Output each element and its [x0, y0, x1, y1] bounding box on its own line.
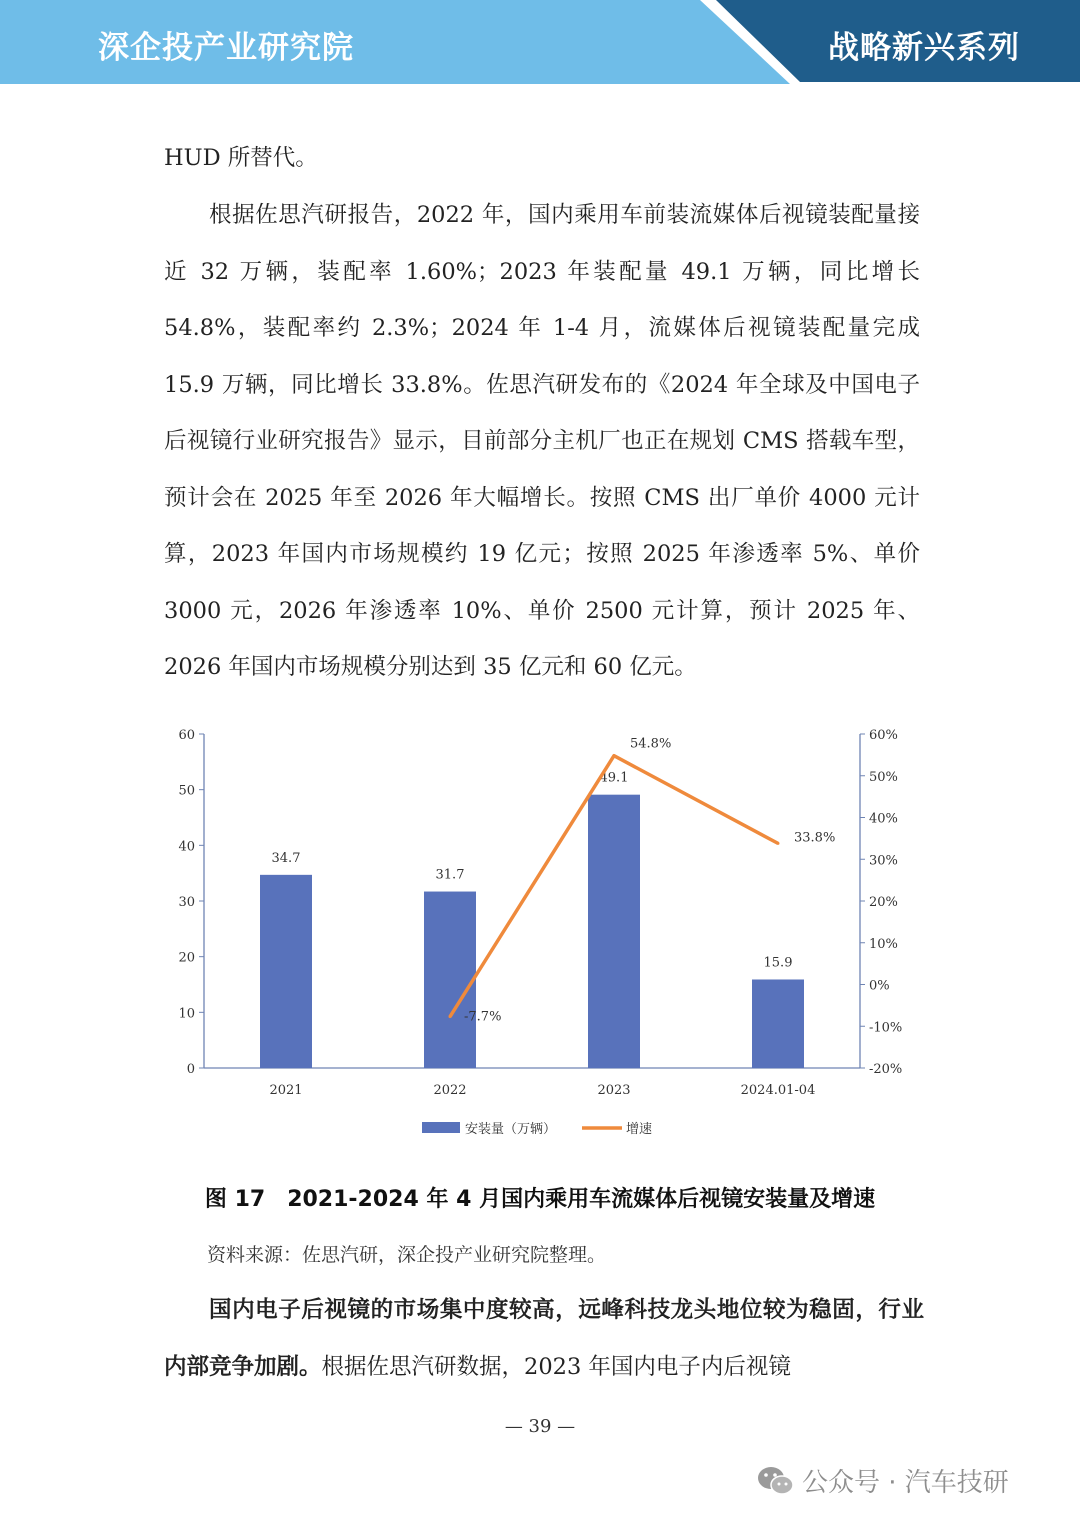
y-left-tick-label: 40 [178, 839, 195, 855]
page-number: — 39 — [504, 1416, 576, 1437]
bar-data-label: 31.7 [435, 867, 465, 883]
paragraph-rest: 根据佐思汽研数据，2023 年国内电子内后视镜 [321, 1353, 791, 1380]
y-right-tick-label: 50% [869, 769, 898, 785]
figure-source: 资料来源：佐思汽研，深企投产业研究院整理。 [207, 1244, 607, 1266]
bar-data-label: 49.1 [599, 770, 629, 786]
org-name: 深企投产业研究院 [98, 30, 354, 66]
watermark [756, 1462, 1009, 1499]
y-left-tick-label: 50 [178, 783, 195, 799]
growth-point [777, 842, 780, 845]
legend-swatch-bars [422, 1122, 460, 1133]
y-left-tick-label: 30 [178, 895, 195, 910]
page-header [0, 0, 1080, 84]
growth-data-label: 54.8% [630, 736, 672, 752]
y-right-tick-label: 20% [869, 895, 898, 910]
y-left-tick-label: 0 [186, 1062, 195, 1077]
y-right-tick-label: -20% [869, 1062, 903, 1077]
x-tick-label: 2024.01-04 [740, 1083, 816, 1098]
bar [752, 979, 804, 1068]
watermark-text: 公众号 · 汽车技研 [802, 1468, 1009, 1498]
x-tick-label: 2023 [597, 1083, 631, 1098]
growth-point [613, 754, 616, 757]
bar-data-label: 34.7 [271, 850, 301, 866]
installation-growth-chart [160, 720, 920, 1170]
y-right-tick-label: 0% [869, 978, 890, 994]
y-right-tick-label: 40% [869, 811, 898, 827]
growth-data-label: -7.7% [464, 1009, 502, 1025]
wechat-icon [756, 1465, 796, 1497]
growth-data-label: 33.8% [794, 830, 836, 846]
bold-lead: 国内电子后视镜的市场集中度较高，远峰科技龙头地位较为稳固，行业内部竞争加剧。 [164, 1297, 924, 1380]
bar [424, 892, 476, 1068]
y-right-tick-label: 60% [869, 728, 898, 743]
bar [260, 875, 312, 1068]
body-paragraph-2 [164, 1282, 924, 1395]
series-name: 战略新兴系列 [828, 30, 1020, 66]
y-left-tick-label: 10 [178, 1006, 195, 1022]
x-tick-label: 2021 [269, 1083, 303, 1098]
bar-data-label: 15.9 [763, 955, 793, 971]
growth-point [449, 1015, 452, 1018]
y-left-tick-label: 20 [178, 950, 195, 966]
y-left-tick-label: 60 [178, 728, 195, 743]
y-right-tick-label: -10% [869, 1020, 903, 1036]
y-right-tick-label: 10% [869, 936, 898, 952]
bar [588, 795, 640, 1068]
figure-caption: 图 17 2021-2024 年 4 月国内乘用车流媒体后视镜安装量及增速 [204, 1187, 876, 1212]
body-paragraph: 根据佐思汽研报告，2022 年，国内乘用车前装流媒体后视镜装配量接近 32 万辆，装配率 1.60%；2023 年装配量 49.1 万辆，同比增长 54.8%，装配率约 2.3%；2024 年 1-4 月，流媒体后视镜装配量完成 15.9 万辆，同比增长 33.8%。佐思汽研发布的《2024 年全球及中国电子后视镜行业研究报告》显示，目前部分主机厂也正在规划 CMS 搭载车型，预计会在 2025 年至 2026 年大幅增长。按照 CMS 出厂单价 4000 元计算，2023 年国内市场规模约 19 亿元；按照 2025 年渗透率 5%、单价 3000 元，2026 年渗透率 10%、单价 2500 元计算，预计 2025 年、2026 年国内市场规模分别达到 35 亿元和 60 亿元。 [164, 202, 920, 680]
y-right-tick-label: 30% [869, 853, 898, 869]
body-line: HUD 所替代。 [164, 145, 318, 171]
x-tick-label: 2022 [433, 1083, 467, 1098]
legend-label-bars: 安装量（万辆） [465, 1122, 557, 1137]
legend-label-line: 增速 [626, 1122, 653, 1137]
